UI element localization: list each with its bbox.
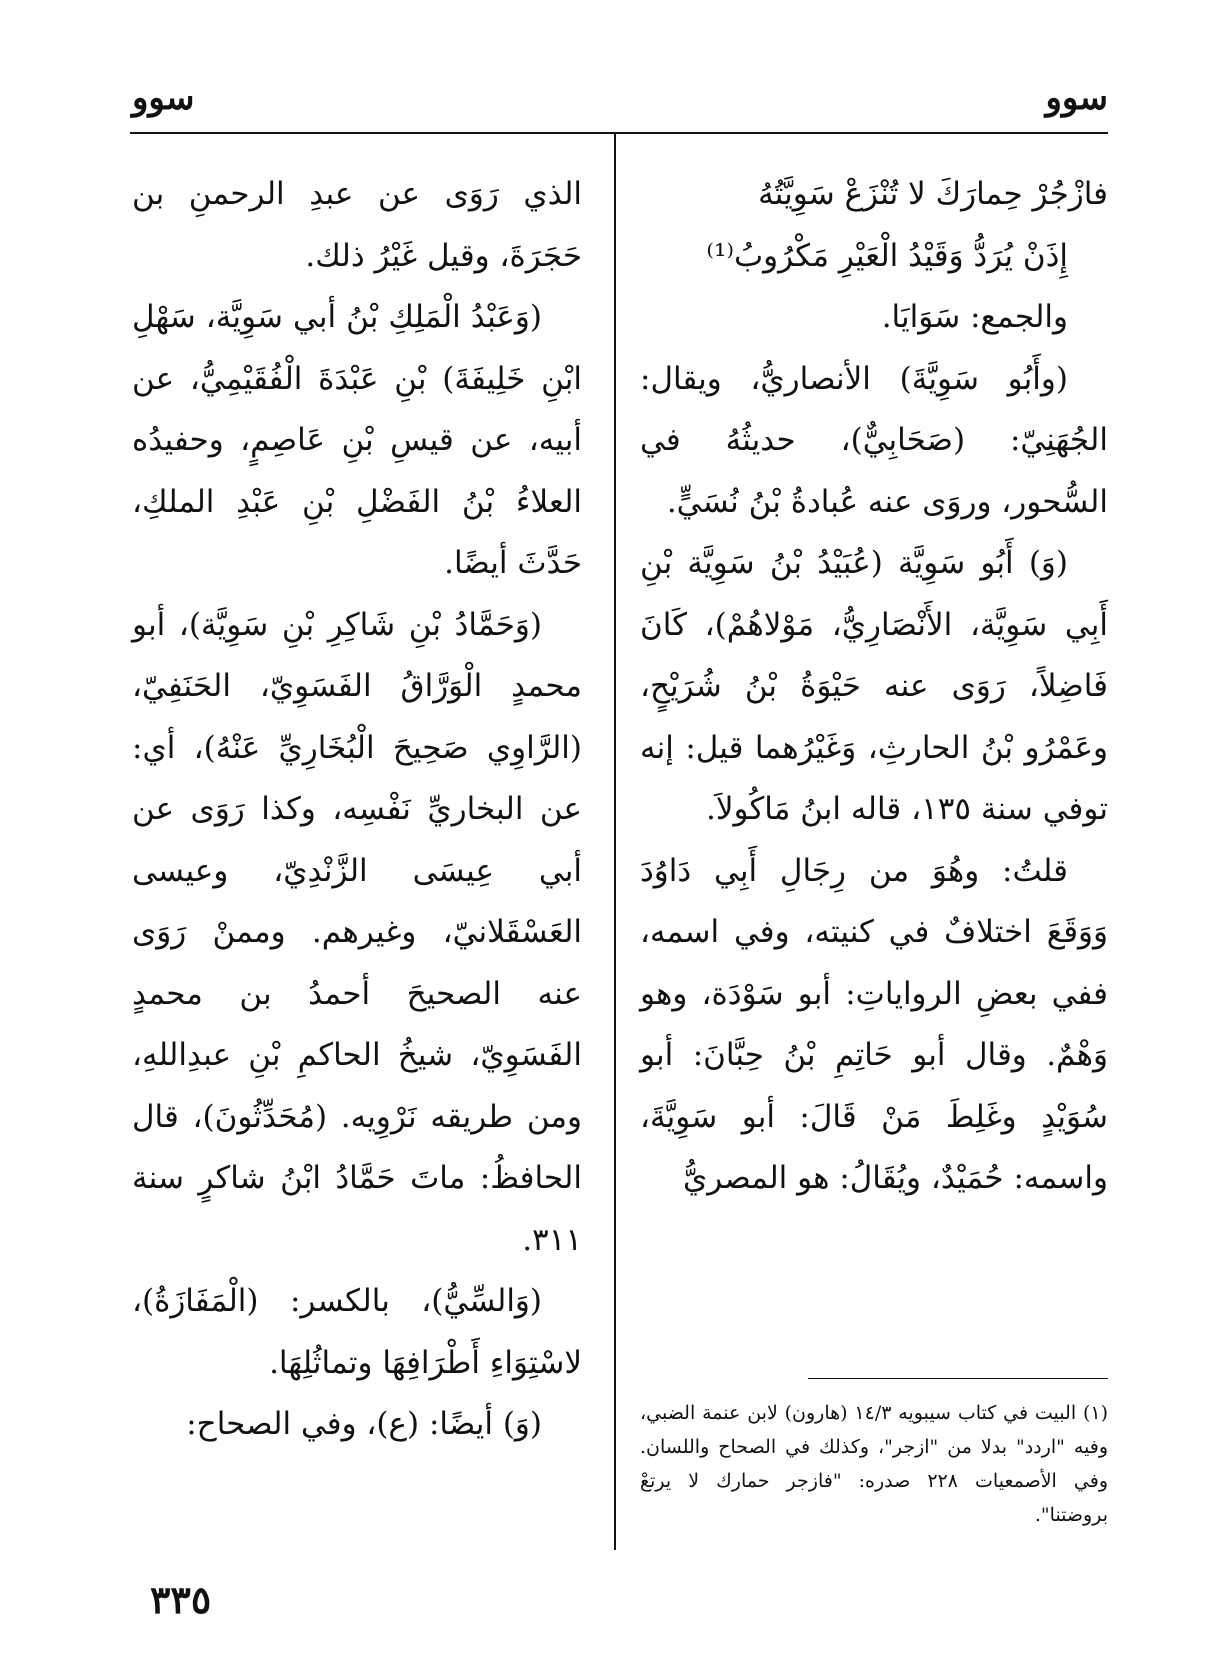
footnote-rule: [808, 1378, 1108, 1379]
paragraph: (وَالسِّيُّ)، بالكسر: (الْمَفَازَةُ)، لاسْتِوَاءِ أَطْرَافِهَا وتماثُلِهَا.: [132, 1283, 582, 1381]
verse-line-1: فازْجُرْ حِمارَكَ لا تُنْزَعْ سَوِيَّتُهُ: [758, 176, 1108, 212]
column-divider: [614, 134, 616, 1550]
running-header-left: سوو: [132, 78, 195, 118]
running-header-right: سوو: [1045, 78, 1108, 118]
paragraph: (وأَبُو سَوِيَّةَ) الأنصاريُّ، ويقال: الجُهَنِيّ: (صَحَابِيٌّ)، حديثُهُ في السُّحور، وروَى عنه عُبادةُ بْنُ نُسَيٍّ.: [640, 360, 1108, 520]
paragraph: (وَ) أيضًا: (ع)، وفي الصحاح:: [186, 1406, 542, 1442]
page-number: ٣٣٥: [150, 1577, 212, 1622]
paragraph: (وَحَمَّادُ بْنِ شَاكِرِ بْنِ سَوِيَّة)، أبو محمدٍ الْوَرَّاقُ الفَسَوِيّ، الحَنَفِيّ، (الرَّاوِي صَحِيحَ الْبُخَارِيِّ عَنْهُ)، أي: عن البخاريِّ نَفْسِه، وكذا رَوَى عن أبي عِيسَى الزَّنْدِيّ، وعيسى العَسْقَلانيّ، وغيرهم. وممنْ رَوَى عنه الصحيحَ أحمدُ بن محمدٍ الفَسَوِيّ، شيخُ الحاكمِ بْنِ عبدِاللهِ، ومن طريقه نَرْوِيه. (مُحَدِّثُونَ)، قال الحافظُ: ماتَ حَمَّادُ ابْنُ شاكرٍ سنة ٣١١.: [132, 606, 582, 1258]
left-column: [132, 164, 582, 1456]
paragraph: (وَ) أَبُو سَوِيَّة (عُبَيْدُ بْنُ سَوِيَّة بْنِ أَبِي سَوِيَّة، الأَنْصَارِيُّ، مَوْلاهُمْ)، كَانَ فَاضِلاً، رَوَى عنه حَيْوَةُ بْنُ شُرَيْحٍ، وعَمْرُو بْنُ الحارثِ، وَغَيْرُهما قيل: إنه توفي سنة ١٣٥، قاله ابنُ مَاكُولاَ.: [640, 545, 1108, 827]
header-rule: [130, 132, 1108, 134]
paragraph: الذي رَوَى عن عبدِ الرحمنِ بن حَجَرَةَ، وقيل غَيْرُ ذلك.: [132, 176, 582, 274]
verse-line-2: إِذَنْ يُرَدُّ وَقَيْدُ الْعَيْرِ مَكْرُوبُ⁽¹⁾: [706, 237, 1068, 274]
paragraph: (وَعَبْدُ الْمَلِكِ بْنُ أبي سَوِيَّة، سَهْلِ ابْنِ خَلِيفَةَ) بْنِ عَبْدَةَ الْفُقَيْمِيُّ، عن أبيه، عن قيسِ بْنِ عَاصِمٍ، وحفيدُه العلاءُ بْنُ الفَضْلِ بْنِ عَبْدِ الملكِ، حَدَّثَ أيضًا.: [132, 299, 582, 581]
right-column: [640, 164, 1108, 1210]
footnote: (١) البيت في كتاب سيبويه ١٤/٣ (هارون) لابن عنمة الضبي، وفيه "اردد" بدلا من "ازجر"، وكذلك في الصحاح واللسان. وفي الأصمعيات ٢٢٨ صدره: "فازجر حمارك لا يرتعْ بروضتنا".: [640, 1402, 1108, 1526]
paragraph: والجمع: سَوَايَا.: [881, 299, 1068, 335]
paragraph: قلتُ: وهُوَ من رِجَالِ أَبِي دَاوُدَ وَوَقَعَ اختلافٌ في كنيته، وفي اسمه، ففي بعضِ الرواياتِ: أبو سَوْدَة، وهو وَهْمٌ. وقال أبو حَاتِمِ بْنُ حِبَّانَ: أبو سُوَيْدٍ وغَلِطَ مَنْ قَالَ: أبو سَوِيَّةَ، واسمه: حُمَيْدٌ، ويُقَالُ: هو المصريُّ: [640, 852, 1108, 1196]
